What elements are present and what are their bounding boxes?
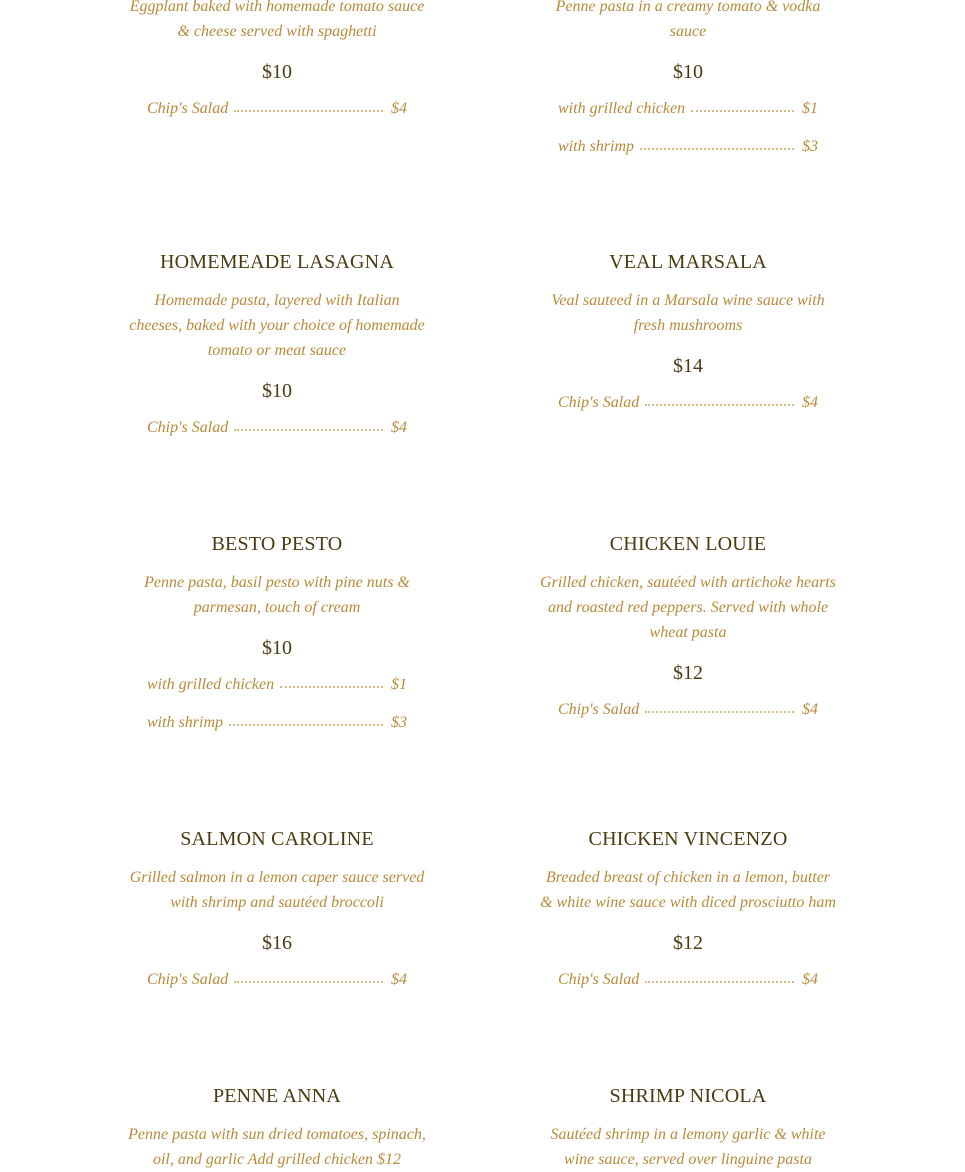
addon-price: $4 [802, 394, 818, 411]
item-description: Penne pasta, basil pesto with pine nuts & parmesan, touch of cream [144, 574, 410, 616]
addon-row [558, 99, 818, 119]
addon-row [558, 700, 818, 720]
dot-leader [640, 136, 794, 150]
addon-price: $4 [391, 971, 407, 988]
menu-item-eggplant [127, 0, 427, 137]
menu-item-veal-marsala [538, 250, 838, 431]
item-name: VEAL MARSALA [609, 251, 767, 273]
addon-row [558, 137, 818, 157]
addon-price: $3 [802, 138, 818, 155]
menu-item-shrimp-nicola [538, 1084, 838, 1172]
dot-leader [229, 712, 383, 726]
item-price: $10 [262, 637, 292, 659]
item-name: HOMEMEADE LASAGNA [160, 251, 394, 273]
item-description: Veal sauteed in a Marsala wine sauce with fresh mushrooms [551, 292, 825, 334]
item-name: PENNE ANNA [212, 1085, 342, 1107]
addon-row [558, 393, 818, 413]
addon-label: with grilled chicken [558, 100, 686, 117]
item-description: Grilled salmon in a lemon caper sauce served with shrimp and sautéed broccoli [129, 869, 425, 911]
addon-row [147, 418, 407, 438]
item-price: $14 [673, 355, 703, 377]
item-description: Breaded breast of chicken in a lemon, butter & white wine sauce with diced prosciutto ham [540, 869, 836, 911]
addon-label: Chip's Salad [147, 100, 229, 117]
item-price: $12 [673, 932, 703, 954]
addon-list [127, 675, 427, 733]
addon-list [538, 700, 838, 720]
dot-leader [645, 392, 794, 406]
addon-row [147, 675, 407, 695]
addon-price: $3 [391, 714, 407, 731]
menu-item-chicken-vincenzo [538, 827, 838, 1008]
addon-row [147, 713, 407, 733]
item-name: SHRIMP NICOLA [609, 1085, 767, 1107]
addon-list [127, 99, 427, 119]
addon-label: Chip's Salad [147, 419, 229, 436]
dot-leader [234, 417, 383, 431]
menu-item-chicken-louie [538, 532, 838, 738]
addon-label: Chip's Salad [558, 394, 640, 411]
dot-leader [280, 674, 383, 688]
addon-list [538, 99, 838, 157]
item-description: Sautéed shrimp in a lemony garlic & white wine sauce, served over linguine pasta [550, 1126, 826, 1168]
addon-label: with shrimp [147, 714, 224, 731]
addon-label: Chip's Salad [558, 701, 640, 718]
item-price: $10 [262, 61, 292, 83]
dot-leader [645, 969, 794, 983]
addon-price: $1 [391, 676, 407, 693]
menu-item-besto-pesto [127, 532, 427, 751]
item-price: $16 [262, 932, 292, 954]
item-description: Grilled chicken, sautéed with artichoke hearts and roasted red peppers. Served with whole wheat pasta [540, 574, 836, 641]
dot-leader [645, 699, 794, 713]
item-name: CHICKEN VINCENZO [588, 828, 788, 850]
item-description: Homemade pasta, layered with Italian cheeses, baked with your choice of homemade tomato or meat sauce [129, 292, 425, 359]
dot-leader [691, 98, 794, 112]
item-name: BESTO PESTO [211, 533, 343, 555]
menu-item-penne-vodka [538, 0, 838, 175]
menu-item-penne-anna [127, 1084, 427, 1172]
dot-leader [234, 969, 383, 983]
item-name: CHICKEN LOUIE [609, 533, 767, 555]
item-description: Penne pasta in a creamy tomato & vodka sauce [555, 0, 821, 40]
item-price: $10 [262, 380, 292, 402]
addon-list [538, 970, 838, 990]
addon-price: $4 [802, 701, 818, 718]
addon-row [147, 970, 407, 990]
addon-price: $1 [802, 100, 818, 117]
addon-list [127, 970, 427, 990]
menu-item-salmon-caroline [127, 827, 427, 1008]
addon-label: Chip's Salad [558, 971, 640, 988]
addon-list [538, 393, 838, 413]
addon-row [147, 99, 407, 119]
addon-label: Chip's Salad [147, 971, 229, 988]
item-description: Penne pasta with sun dried tomatoes, spinach, oil, and garlic Add grilled chicken $12 [128, 1126, 426, 1168]
item-description: Eggplant baked with homemade tomato sauce & cheese served with spaghetti [129, 0, 425, 40]
addon-label: with grilled chicken [147, 676, 275, 693]
menu-item-lasagna [127, 250, 427, 456]
addon-list [127, 418, 427, 438]
addon-price: $4 [802, 971, 818, 988]
addon-price: $4 [391, 100, 407, 117]
addon-price: $4 [391, 419, 407, 436]
dot-leader [234, 98, 383, 112]
addon-row [558, 970, 818, 990]
item-price: $12 [673, 662, 703, 684]
addon-label: with shrimp [558, 138, 635, 155]
item-price: $10 [673, 61, 703, 83]
item-name: SALMON CAROLINE [180, 828, 374, 850]
